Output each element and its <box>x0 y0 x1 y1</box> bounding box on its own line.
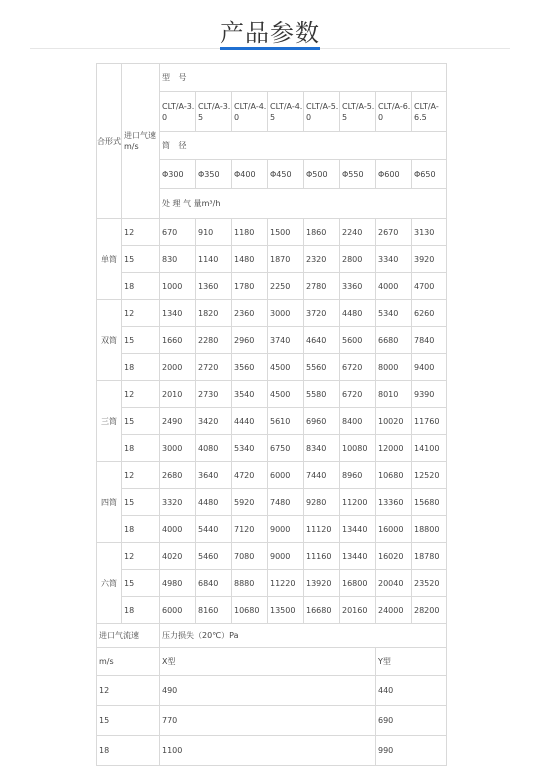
pressure-loss-label: 压力损失（20℃）Pa <box>160 624 447 648</box>
value-cell: 2010 <box>160 381 196 408</box>
value-cell: 6720 <box>340 354 376 381</box>
model-name: CLT/A-6.0 <box>376 92 412 132</box>
value-cell: 10680 <box>376 462 412 489</box>
model-header: 型 号 <box>160 64 447 92</box>
value-cell: 13440 <box>340 543 376 570</box>
value-cell: 8010 <box>376 381 412 408</box>
value-cell: 16680 <box>304 597 340 624</box>
speed-header <box>122 64 160 219</box>
pressure-x: 490 <box>160 676 376 706</box>
value-cell: 10020 <box>376 408 412 435</box>
table-row <box>97 246 447 273</box>
speed-cell: 18 <box>122 435 160 462</box>
group-name: 三筒 <box>97 381 122 462</box>
value-cell: 4640 <box>304 327 340 354</box>
diameter-header: 筒 径 <box>160 132 447 160</box>
value-cell: 4500 <box>268 381 304 408</box>
value-cell: 1180 <box>232 219 268 246</box>
value-cell: 3130 <box>412 219 447 246</box>
value-cell: 2670 <box>376 219 412 246</box>
value-cell: 4480 <box>196 489 232 516</box>
speed-cell: 12 <box>122 300 160 327</box>
value-cell: 12520 <box>412 462 447 489</box>
value-cell: 3420 <box>196 408 232 435</box>
value-cell: 1820 <box>196 300 232 327</box>
value-cell: 9280 <box>304 489 340 516</box>
value-cell: 1780 <box>232 273 268 300</box>
value-cell: 3000 <box>160 435 196 462</box>
value-cell: 11760 <box>412 408 447 435</box>
value-cell: 3920 <box>412 246 447 273</box>
value-cell: 5920 <box>232 489 268 516</box>
speed-label: 进口气速 <box>124 131 156 140</box>
pressure-row <box>97 676 447 706</box>
value-cell: 7440 <box>304 462 340 489</box>
diameter-value: Φ600 <box>376 160 412 189</box>
speed-unit: m/s <box>124 142 139 151</box>
value-cell: 1340 <box>160 300 196 327</box>
pressure-speed: 12 <box>97 676 160 706</box>
pressure-x: 1100 <box>160 736 376 766</box>
table-row <box>97 435 447 462</box>
pressure-speed-label: 进口气流速 <box>97 624 160 648</box>
spec-table <box>96 63 447 766</box>
diameter-value: Φ350 <box>196 160 232 189</box>
pressure-y: 990 <box>376 736 447 766</box>
table-row <box>97 327 447 354</box>
value-cell: 13440 <box>340 516 376 543</box>
value-cell: 4020 <box>160 543 196 570</box>
value-cell: 8340 <box>304 435 340 462</box>
speed-cell: 15 <box>122 246 160 273</box>
value-cell: 910 <box>196 219 232 246</box>
pressure-x: 770 <box>160 706 376 736</box>
model-name: CLT/A-3.5 <box>196 92 232 132</box>
value-cell: 8400 <box>340 408 376 435</box>
value-cell: 8960 <box>340 462 376 489</box>
pressure-y: 690 <box>376 706 447 736</box>
table-row <box>97 489 447 516</box>
group-name: 四筒 <box>97 462 122 543</box>
value-cell: 1870 <box>268 246 304 273</box>
pressure-unit: m/s <box>97 648 160 676</box>
header-row <box>97 64 447 92</box>
value-cell: 11120 <box>304 516 340 543</box>
value-cell: 7480 <box>268 489 304 516</box>
x-type-label: X型 <box>160 648 376 676</box>
value-cell: 12000 <box>376 435 412 462</box>
value-cell: 16000 <box>376 516 412 543</box>
value-cell: 2250 <box>268 273 304 300</box>
model-name: CLT/A-5.0 <box>304 92 340 132</box>
pressure-row <box>97 736 447 766</box>
value-cell: 8880 <box>232 570 268 597</box>
value-cell: 3720 <box>304 300 340 327</box>
value-cell: 11200 <box>340 489 376 516</box>
value-cell: 6750 <box>268 435 304 462</box>
speed-cell: 12 <box>122 543 160 570</box>
value-cell: 7080 <box>232 543 268 570</box>
value-cell: 1000 <box>160 273 196 300</box>
value-cell: 8000 <box>376 354 412 381</box>
value-cell: 6960 <box>304 408 340 435</box>
value-cell: 3340 <box>376 246 412 273</box>
value-cell: 3540 <box>232 381 268 408</box>
speed-cell: 18 <box>122 273 160 300</box>
value-cell: 2240 <box>340 219 376 246</box>
value-cell: 8160 <box>196 597 232 624</box>
value-cell: 4480 <box>340 300 376 327</box>
value-cell: 2800 <box>340 246 376 273</box>
value-cell: 2780 <box>304 273 340 300</box>
speed-cell: 15 <box>122 327 160 354</box>
value-cell: 5340 <box>376 300 412 327</box>
value-cell: 2680 <box>160 462 196 489</box>
value-cell: 18780 <box>412 543 447 570</box>
group-name: 单筒 <box>97 219 122 300</box>
table-row <box>97 381 447 408</box>
value-cell: 5460 <box>196 543 232 570</box>
value-cell: 4000 <box>160 516 196 543</box>
value-cell: 14100 <box>412 435 447 462</box>
table-row <box>97 219 447 246</box>
value-cell: 16800 <box>340 570 376 597</box>
value-cell: 9000 <box>268 543 304 570</box>
value-cell: 6260 <box>412 300 447 327</box>
value-cell: 4720 <box>232 462 268 489</box>
speed-cell: 18 <box>122 516 160 543</box>
type-header: 合形式 <box>97 64 122 219</box>
pressure-subheader-row <box>97 648 447 676</box>
table-row <box>97 597 447 624</box>
value-cell: 13920 <box>304 570 340 597</box>
speed-cell: 15 <box>122 408 160 435</box>
value-cell: 11160 <box>304 543 340 570</box>
value-cell: 20160 <box>340 597 376 624</box>
page-title: 产品参数 <box>220 19 320 47</box>
value-cell: 5580 <box>304 381 340 408</box>
value-cell: 5610 <box>268 408 304 435</box>
model-name: CLT/A-4.5 <box>268 92 304 132</box>
value-cell: 4000 <box>376 273 412 300</box>
value-cell: 5600 <box>340 327 376 354</box>
value-cell: 15680 <box>412 489 447 516</box>
group-name: 六筒 <box>97 543 122 624</box>
table-row <box>97 300 447 327</box>
value-cell: 2490 <box>160 408 196 435</box>
value-cell: 7120 <box>232 516 268 543</box>
value-cell: 1360 <box>196 273 232 300</box>
value-cell: 3000 <box>268 300 304 327</box>
value-cell: 9390 <box>412 381 447 408</box>
value-cell: 24000 <box>376 597 412 624</box>
value-cell: 1860 <box>304 219 340 246</box>
value-cell: 18800 <box>412 516 447 543</box>
value-cell: 5340 <box>232 435 268 462</box>
speed-cell: 18 <box>122 597 160 624</box>
table-row <box>97 354 447 381</box>
value-cell: 2730 <box>196 381 232 408</box>
value-cell: 4500 <box>268 354 304 381</box>
value-cell: 3640 <box>196 462 232 489</box>
value-cell: 13360 <box>376 489 412 516</box>
pressure-row <box>97 706 447 736</box>
value-cell: 2320 <box>304 246 340 273</box>
value-cell: 3360 <box>340 273 376 300</box>
y-type-label: Y型 <box>376 648 447 676</box>
value-cell: 9400 <box>412 354 447 381</box>
value-cell: 4700 <box>412 273 447 300</box>
value-cell: 1660 <box>160 327 196 354</box>
diameter-value: Φ300 <box>160 160 196 189</box>
pressure-speed: 18 <box>97 736 160 766</box>
pressure-y: 440 <box>376 676 447 706</box>
table-row <box>97 543 447 570</box>
value-cell: 16020 <box>376 543 412 570</box>
value-cell: 6000 <box>268 462 304 489</box>
value-cell: 9000 <box>268 516 304 543</box>
diameter-value: Φ650 <box>412 160 447 189</box>
value-cell: 4980 <box>160 570 196 597</box>
value-cell: 3320 <box>160 489 196 516</box>
group-name: 双筒 <box>97 300 122 381</box>
value-cell: 6000 <box>160 597 196 624</box>
model-name: CLT/A-4.0 <box>232 92 268 132</box>
speed-cell: 15 <box>122 489 160 516</box>
value-cell: 23520 <box>412 570 447 597</box>
value-cell: 2720 <box>196 354 232 381</box>
table-row <box>97 516 447 543</box>
pressure-header-row <box>97 624 447 648</box>
value-cell: 4440 <box>232 408 268 435</box>
value-cell: 10680 <box>232 597 268 624</box>
value-cell: 2280 <box>196 327 232 354</box>
value-cell: 6720 <box>340 381 376 408</box>
value-cell: 1140 <box>196 246 232 273</box>
table-row <box>97 408 447 435</box>
speed-cell: 18 <box>122 354 160 381</box>
value-cell: 6680 <box>376 327 412 354</box>
table-row <box>97 273 447 300</box>
value-cell: 5440 <box>196 516 232 543</box>
model-name: CLT/A-5.5 <box>340 92 376 132</box>
value-cell: 13500 <box>268 597 304 624</box>
value-cell: 830 <box>160 246 196 273</box>
value-cell: 4080 <box>196 435 232 462</box>
diameter-value: Φ550 <box>340 160 376 189</box>
value-cell: 2000 <box>160 354 196 381</box>
value-cell: 11220 <box>268 570 304 597</box>
value-cell: 6840 <box>196 570 232 597</box>
table-row <box>97 570 447 597</box>
speed-cell: 12 <box>122 219 160 246</box>
pressure-speed: 15 <box>97 706 160 736</box>
value-cell: 10080 <box>340 435 376 462</box>
value-cell: 2360 <box>232 300 268 327</box>
value-cell: 7840 <box>412 327 447 354</box>
speed-cell: 15 <box>122 570 160 597</box>
model-name: CLT/A-6.5 <box>412 92 447 132</box>
table-row <box>97 462 447 489</box>
volume-header: 处 理 气 量m³/h <box>160 189 447 219</box>
value-cell: 3740 <box>268 327 304 354</box>
title-accent-bar <box>220 47 320 50</box>
diameter-value: Φ500 <box>304 160 340 189</box>
value-cell: 1500 <box>268 219 304 246</box>
value-cell: 3560 <box>232 354 268 381</box>
diameter-value: Φ450 <box>268 160 304 189</box>
speed-cell: 12 <box>122 381 160 408</box>
model-name: CLT/A-3.0 <box>160 92 196 132</box>
value-cell: 20040 <box>376 570 412 597</box>
value-cell: 5560 <box>304 354 340 381</box>
value-cell: 1480 <box>232 246 268 273</box>
speed-cell: 12 <box>122 462 160 489</box>
value-cell: 28200 <box>412 597 447 624</box>
diameter-value: Φ400 <box>232 160 268 189</box>
value-cell: 670 <box>160 219 196 246</box>
value-cell: 2960 <box>232 327 268 354</box>
